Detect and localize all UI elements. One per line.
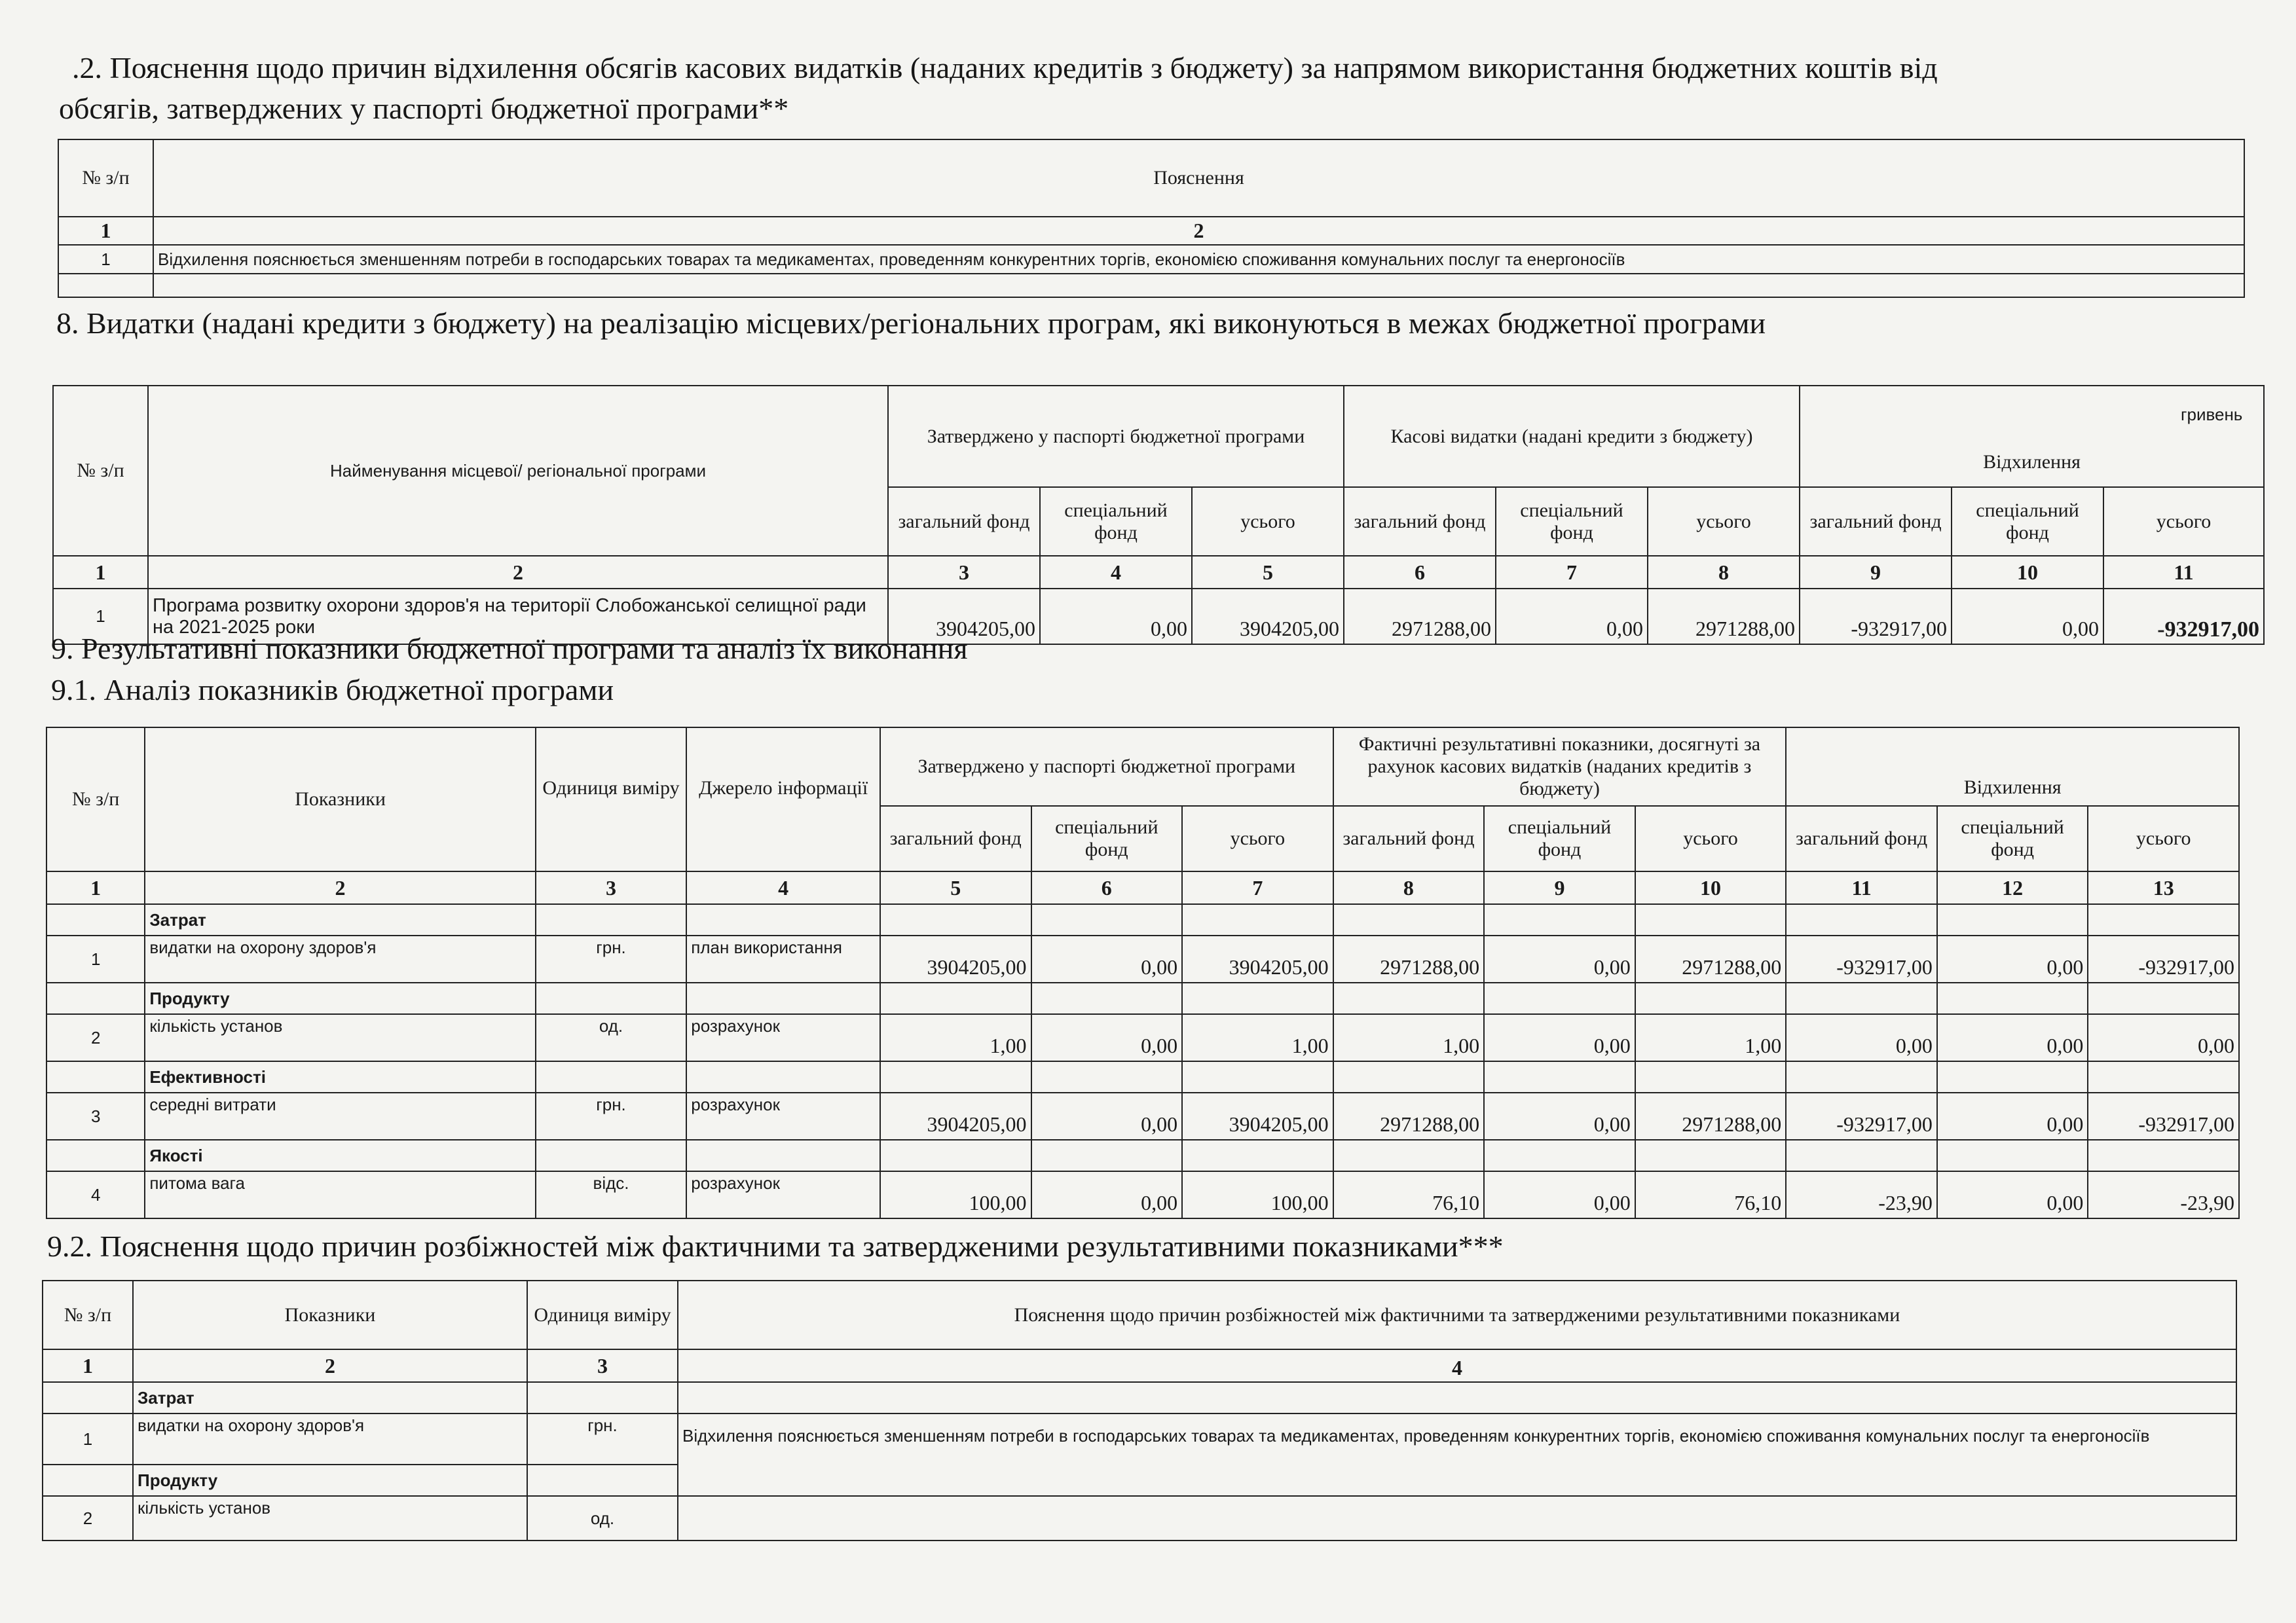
unit-cell: од. <box>527 1496 678 1541</box>
sub-total: усього <box>2103 487 2264 556</box>
value-cell: 3904205,00 <box>1192 589 1344 644</box>
index-cell: 7 <box>1496 556 1648 589</box>
sub-special: спеціальний фонд <box>1031 806 1183 871</box>
value-cell: 3904205,00 <box>1182 936 1333 983</box>
program-name: Програма розвитку охорони здоров'я на території Слобожанської селищної ради на 2021-2025 роки <box>148 589 888 644</box>
indicator-name: кількість установ <box>145 1014 535 1061</box>
value-cell: 0,00 <box>1937 1014 2088 1061</box>
col-explanation-header: Пояснення щодо причин розбіжностей між фактичними та затвердженими результативними показниками <box>678 1281 2236 1349</box>
value-cell-total: -932917,00 <box>2103 589 2264 644</box>
value-cell: 0,00 <box>1937 936 2088 983</box>
group-approved-header: Затверджено у паспорті бюджетної програми <box>888 386 1344 487</box>
group-label: Продукту <box>133 1465 527 1496</box>
sub-special: спеціальний фонд <box>1484 806 1635 871</box>
value-cell: 1,00 <box>1333 1014 1485 1061</box>
source-cell: розрахунок <box>686 1093 880 1140</box>
value-cell: -932917,00 <box>1786 1093 1937 1140</box>
col-num-header: № з/п <box>58 139 153 217</box>
row-number: 2 <box>43 1496 133 1541</box>
table-9-1 <box>46 727 2240 1219</box>
sub-total: усього <box>1648 487 1800 556</box>
sub-general: загальний фонд <box>880 806 1031 871</box>
index-cell: 7 <box>1182 871 1333 904</box>
group-label: Ефективності <box>145 1061 535 1093</box>
source-cell: розрахунок <box>686 1171 880 1218</box>
explanation-text: Відхилення пояснюється зменшенням потреби в господарських товарах та медикаментах, проведенням конкурентних торгів, економією споживання комунальних послуг та енергоносіїв <box>678 1413 2236 1496</box>
value-cell: -932917,00 <box>2088 1093 2239 1140</box>
value-cell: 2971288,00 <box>1635 1093 1787 1140</box>
value-cell: 0,00 <box>1031 1171 1183 1218</box>
group-label: Продукту <box>145 983 535 1014</box>
col-unit-header: Одиниця виміру <box>536 727 687 871</box>
indicator-name: видатки на охорону здоров'я <box>133 1413 527 1465</box>
value-cell: -932917,00 <box>2088 936 2239 983</box>
row-number: 2 <box>46 1014 145 1061</box>
table-9-2 <box>42 1280 2237 1541</box>
sub-general: загальний фонд <box>1344 487 1496 556</box>
sub-special: спеціальний фонд <box>1496 487 1648 556</box>
index-cell: 11 <box>1786 871 1937 904</box>
col-indicators-header: Показники <box>145 727 535 871</box>
row-number: 1 <box>46 936 145 983</box>
table-row <box>43 1496 2236 1541</box>
unit-cell: од. <box>536 1014 687 1061</box>
group-deviation-header: Відхилення <box>1800 386 2264 487</box>
group-approved-header: Затверджено у паспорті бюджетної програми <box>880 727 1333 806</box>
row-number: 1 <box>58 245 153 274</box>
section-9-1-title: 9.1. Аналіз показників бюджетної програми <box>51 673 614 706</box>
index-cell: 2 <box>148 556 888 589</box>
unit-cell: грн. <box>527 1413 678 1465</box>
index-cell: 10 <box>1635 871 1787 904</box>
col-num-header: № з/п <box>46 727 145 871</box>
value-cell: 0,00 <box>1484 936 1635 983</box>
col-indicators-header: Показники <box>133 1281 527 1349</box>
value-cell: 0,00 <box>1937 1093 2088 1140</box>
index-cell: 5 <box>1192 556 1344 589</box>
index-cell: 2 <box>153 217 2244 245</box>
unit-cell: грн. <box>536 936 687 983</box>
value-cell: 76,10 <box>1333 1171 1485 1218</box>
group-row <box>46 983 2239 1014</box>
value-cell: 2971288,00 <box>1333 936 1485 983</box>
indicator-name: кількість установ <box>133 1496 527 1541</box>
table-row <box>46 1093 2239 1140</box>
sub-total: усього <box>1182 806 1333 871</box>
group-deviation-header: Відхилення <box>1786 727 2239 806</box>
unit-cell: відс. <box>536 1171 687 1218</box>
index-cell: 2 <box>133 1349 527 1382</box>
sub-total: усього <box>1192 487 1344 556</box>
value-cell: 2971288,00 <box>1344 589 1496 644</box>
value-cell: -23,90 <box>1786 1171 1937 1218</box>
value-cell: 0,00 <box>1952 589 2103 644</box>
table-7-2 <box>58 139 2245 298</box>
sub-special: спеціальний фонд <box>1040 487 1192 556</box>
source-cell: план використання <box>686 936 880 983</box>
currency-label: гривень <box>2181 405 2243 424</box>
value-cell: 0,00 <box>2088 1014 2239 1061</box>
value-cell: 1,00 <box>1182 1014 1333 1061</box>
value-cell: 2971288,00 <box>1333 1093 1485 1140</box>
value-cell: 0,00 <box>1031 1093 1183 1140</box>
group-label: Затрат <box>145 904 535 936</box>
index-cell: 1 <box>58 217 153 245</box>
row-number: 4 <box>46 1171 145 1218</box>
sub-total: усього <box>1635 806 1787 871</box>
index-cell: 3 <box>536 871 687 904</box>
index-cell: 2 <box>145 871 535 904</box>
index-cell: 4 <box>678 1349 2236 1382</box>
value-cell: 3904205,00 <box>880 936 1031 983</box>
table-row <box>46 1171 2239 1218</box>
value-cell: 0,00 <box>1484 1171 1635 1218</box>
value-cell: 100,00 <box>1182 1171 1333 1218</box>
group-row <box>46 904 2239 936</box>
table-row <box>46 1014 2239 1061</box>
value-cell: 2971288,00 <box>1635 936 1787 983</box>
source-cell: розрахунок <box>686 1014 880 1061</box>
section-9-title: 9. Результативні показники бюджетної програми та аналіз їх виконання <box>51 632 968 665</box>
col-program-name-header: Найменування місцевої/ регіональної програми <box>148 386 888 556</box>
index-cell: 4 <box>686 871 880 904</box>
value-cell: 0,00 <box>1484 1014 1635 1061</box>
sub-special: спеціальний фонд <box>1937 806 2088 871</box>
table-row <box>46 936 2239 983</box>
sub-general: загальний фонд <box>1333 806 1485 871</box>
value-cell: 100,00 <box>880 1171 1031 1218</box>
value-cell: 3904205,00 <box>880 1093 1031 1140</box>
value-cell: 76,10 <box>1635 1171 1787 1218</box>
group-label: Якості <box>145 1140 535 1171</box>
sub-special: спеціальний фонд <box>1952 487 2103 556</box>
section-7-2-title-line1: .2. Пояснення щодо причин відхилення обсягів касових видатків (наданих кредитів з бюджету) за напрямом використання бюджетних коштів від <box>72 51 1938 84</box>
group-label: Затрат <box>133 1382 527 1413</box>
index-cell: 8 <box>1648 556 1800 589</box>
index-cell: 6 <box>1031 871 1183 904</box>
value-cell: 3904205,00 <box>1182 1093 1333 1140</box>
index-cell: 10 <box>1952 556 2103 589</box>
index-cell: 1 <box>53 556 148 589</box>
group-row <box>46 1061 2239 1093</box>
col-num-header: № з/п <box>43 1281 133 1349</box>
index-cell: 11 <box>2103 556 2264 589</box>
row-number: 1 <box>43 1413 133 1465</box>
value-cell: 0,00 <box>1937 1171 2088 1218</box>
group-row <box>43 1382 2236 1413</box>
sub-general: загальний фонд <box>1786 806 1937 871</box>
section-9-2-title: 9.2. Пояснення щодо причин розбіжностей між фактичними та затвердженими результативними показниками*** <box>47 1230 1504 1263</box>
value-cell: 0,00 <box>1031 936 1183 983</box>
section-8-title: 8. Видатки (надані кредити з бюджету) на реалізацію місцевих/регіональних програм, які виконуються в межах бюджетної програми <box>56 306 1766 340</box>
explanation-text: Відхилення пояснюється зменшенням потреби в господарських товарах та медикаментах, проведенням конкурентних торгів, економією споживання комунальних послуг та енергоносіїв <box>153 245 2244 274</box>
index-cell: 12 <box>1937 871 2088 904</box>
sub-general: загальний фонд <box>888 487 1040 556</box>
col-num-header: № з/п <box>53 386 148 556</box>
col-explanation-header: Пояснення <box>153 139 2244 217</box>
value-cell: -932917,00 <box>1786 936 1937 983</box>
index-cell: 1 <box>46 871 145 904</box>
value-cell: -932917,00 <box>1800 589 1952 644</box>
indicator-name: питома вага <box>145 1171 535 1218</box>
value-cell: 0,00 <box>1040 589 1192 644</box>
value-cell: 1,00 <box>880 1014 1031 1061</box>
index-cell: 9 <box>1484 871 1635 904</box>
index-cell: 13 <box>2088 871 2239 904</box>
sub-general: загальний фонд <box>1800 487 1952 556</box>
value-cell: 0,00 <box>1786 1014 1937 1061</box>
index-cell: 3 <box>527 1349 678 1382</box>
sub-total: усього <box>2088 806 2239 871</box>
col-source-header: Джерело інформації <box>686 727 880 871</box>
value-cell: 0,00 <box>1496 589 1648 644</box>
index-cell: 3 <box>888 556 1040 589</box>
group-cash-header: Касові видатки (надані кредити з бюджету) <box>1344 386 1800 487</box>
col-unit-header: Одиниця виміру <box>527 1281 678 1349</box>
table-row <box>43 1413 2236 1465</box>
value-cell: 0,00 <box>1484 1093 1635 1140</box>
value-cell: 2971288,00 <box>1648 589 1800 644</box>
index-cell: 6 <box>1344 556 1496 589</box>
index-cell: 4 <box>1040 556 1192 589</box>
row-number: 3 <box>46 1093 145 1140</box>
value-cell: -23,90 <box>2088 1171 2239 1218</box>
index-cell: 5 <box>880 871 1031 904</box>
table-8 <box>52 385 2265 645</box>
index-cell: 1 <box>43 1349 133 1382</box>
section-7-2-title-line2: обсягів, затверджених у паспорті бюджетної програми** <box>59 92 789 125</box>
index-cell: 9 <box>1800 556 1952 589</box>
value-cell: 3904205,00 <box>888 589 1040 644</box>
unit-cell: грн. <box>536 1093 687 1140</box>
group-actual-header: Фактичні результативні показники, досягнуті за рахунок касових видатків (наданих кредитів з бюджету) <box>1333 727 1787 806</box>
indicator-name: видатки на охорону здоров'я <box>145 936 535 983</box>
row-number: 1 <box>53 589 148 644</box>
index-cell: 8 <box>1333 871 1485 904</box>
value-cell: 0,00 <box>1031 1014 1183 1061</box>
value-cell: 1,00 <box>1635 1014 1787 1061</box>
group-row <box>46 1140 2239 1171</box>
indicator-name: середні витрати <box>145 1093 535 1140</box>
